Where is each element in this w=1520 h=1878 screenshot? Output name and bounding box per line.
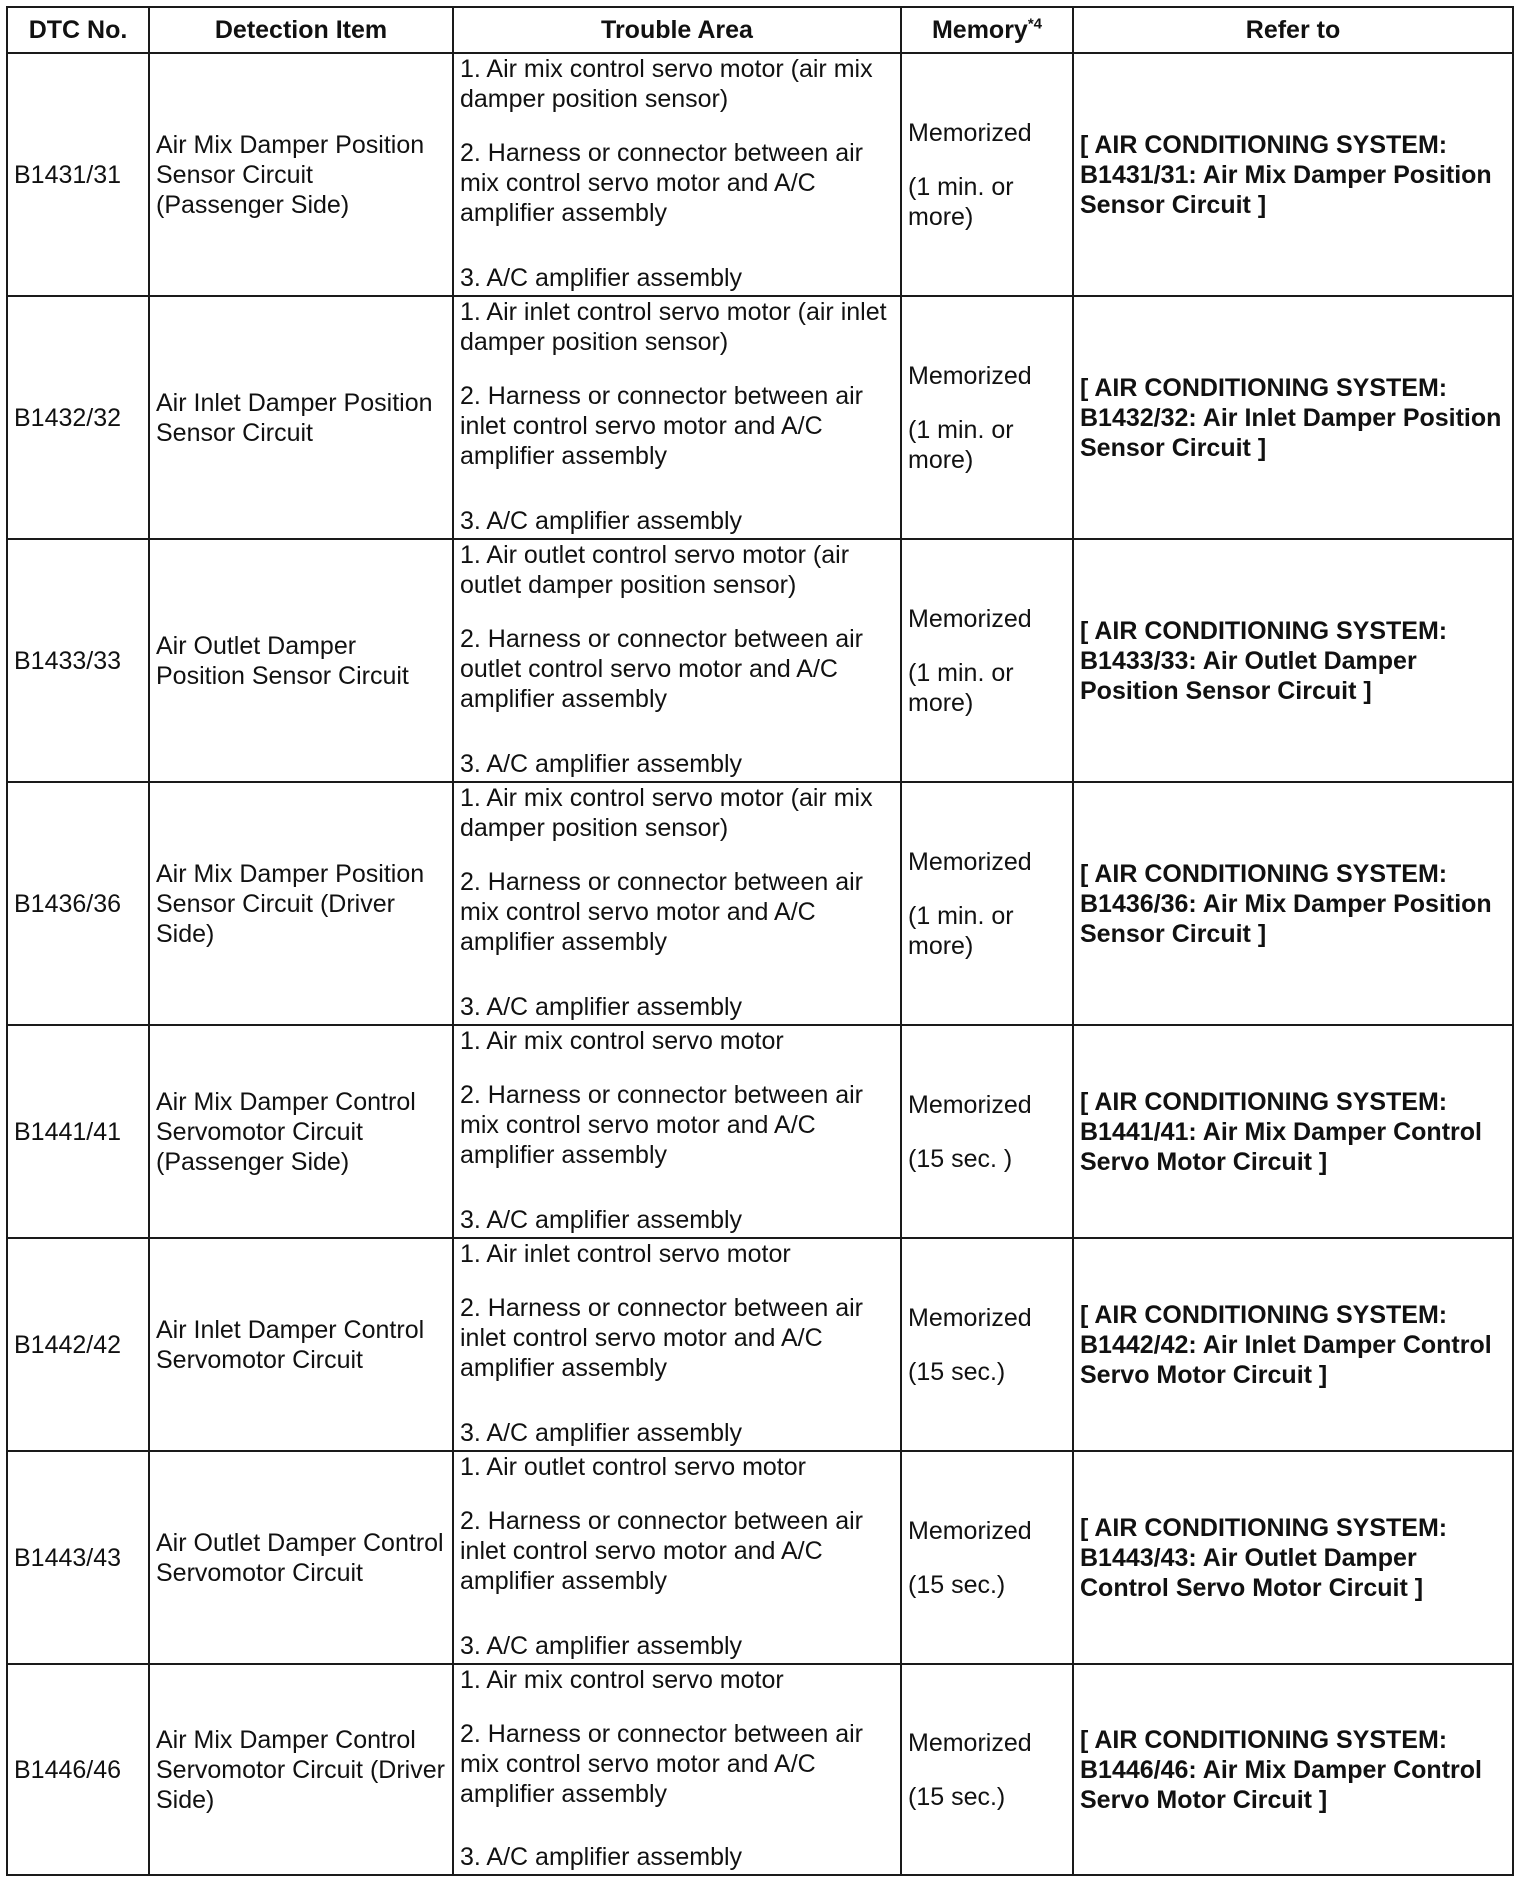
trouble-area xyxy=(453,296,901,539)
table-row xyxy=(7,1664,1513,1875)
table-row xyxy=(7,296,1513,539)
refer-to: [ AIR CONDITIONING SYSTEM: B1433/33: Air Outlet Damper Position Sensor Circuit ] xyxy=(1073,539,1513,782)
trouble-line: 3. A/C amplifier assembly xyxy=(460,993,743,1021)
detection-item: Air Mix Damper Control Servomotor Circuit (Passenger Side) xyxy=(149,1025,453,1238)
trouble-line: 3. A/C amplifier assembly xyxy=(460,507,743,535)
dtc-code: B1441/41 xyxy=(7,1025,149,1238)
trouble-line: 2. Harness or connector between air mix control servo motor and A/C amplifier assembly xyxy=(460,139,863,227)
memory xyxy=(901,53,1073,296)
trouble-line: 1. Air outlet control servo motor xyxy=(460,1453,806,1481)
memory xyxy=(901,782,1073,1025)
trouble-line: 2. Harness or connector between air outlet control servo motor and A/C amplifier assembly xyxy=(460,625,863,713)
dtc-code: B1446/46 xyxy=(7,1664,149,1875)
memory xyxy=(901,1451,1073,1664)
header-memory-note: *4 xyxy=(1027,15,1043,33)
trouble-line: 1. Air mix control servo motor (air mix damper position sensor) xyxy=(460,55,873,113)
table-row xyxy=(7,539,1513,782)
memory-status: Memorized xyxy=(908,847,1032,876)
header-row xyxy=(7,7,1513,53)
dtc-code: B1432/32 xyxy=(7,296,149,539)
detection-item: Air Outlet Damper Position Sensor Circuit xyxy=(149,539,453,782)
trouble-line: 2. Harness or connector between air inlet control servo motor and A/C amplifier assembly xyxy=(460,382,863,470)
trouble-line: 1. Air mix control servo motor (air mix damper position sensor) xyxy=(460,784,873,842)
memory-duration: (1 min. or more) xyxy=(908,415,1014,474)
dtc-code: B1436/36 xyxy=(7,782,149,1025)
trouble-line: 2. Harness or connector between air mix control servo motor and A/C amplifier assembly xyxy=(460,868,863,956)
memory-duration: (15 sec. ) xyxy=(908,1144,1013,1173)
refer-to: [ AIR CONDITIONING SYSTEM: B1436/36: Air Mix Damper Position Sensor Circuit ] xyxy=(1073,782,1513,1025)
refer-to: [ AIR CONDITIONING SYSTEM: B1446/46: Air Mix Damper Control Servo Motor Circuit ] xyxy=(1073,1664,1513,1875)
table-row xyxy=(7,1451,1513,1664)
trouble-line: 1. Air outlet control servo motor (air outlet damper position sensor) xyxy=(460,541,850,599)
header-detection-item: Detection Item xyxy=(149,7,453,53)
memory xyxy=(901,539,1073,782)
detection-item: Air Inlet Damper Control Servomotor Circuit xyxy=(149,1238,453,1451)
dtc-code: B1431/31 xyxy=(7,53,149,296)
trouble-line: 3. A/C amplifier assembly xyxy=(460,1206,743,1234)
trouble-area xyxy=(453,1025,901,1238)
refer-to: [ AIR CONDITIONING SYSTEM: B1431/31: Air Mix Damper Position Sensor Circuit ] xyxy=(1073,53,1513,296)
trouble-area xyxy=(453,1451,901,1664)
trouble-area xyxy=(453,1238,901,1451)
table-row xyxy=(7,782,1513,1025)
dtc-table xyxy=(6,6,1514,1876)
memory-status: Memorized xyxy=(908,1303,1032,1332)
memory-duration: (1 min. or more) xyxy=(908,901,1014,960)
refer-to: [ AIR CONDITIONING SYSTEM: B1442/42: Air Inlet Damper Control Servo Motor Circuit ] xyxy=(1073,1238,1513,1451)
table-row xyxy=(7,1025,1513,1238)
trouble-line: 1. Air mix control servo motor xyxy=(460,1027,784,1055)
trouble-line: 3. A/C amplifier assembly xyxy=(460,750,743,778)
header-memory xyxy=(901,7,1073,53)
dtc-code: B1443/43 xyxy=(7,1451,149,1664)
memory-duration: (1 min. or more) xyxy=(908,658,1014,717)
detection-item: Air Outlet Damper Control Servomotor Circuit xyxy=(149,1451,453,1664)
trouble-line: 3. A/C amplifier assembly xyxy=(460,1632,743,1660)
memory-status: Memorized xyxy=(908,1516,1032,1545)
memory-status: Memorized xyxy=(908,361,1032,390)
header-refer-to: Refer to xyxy=(1073,7,1513,53)
memory-status: Memorized xyxy=(908,118,1032,147)
trouble-line: 1. Air inlet control servo motor xyxy=(460,1240,791,1268)
detection-item: Air Mix Damper Position Sensor Circuit (Driver Side) xyxy=(149,782,453,1025)
dtc-code: B1442/42 xyxy=(7,1238,149,1451)
header-memory-label: Memory xyxy=(931,16,1028,44)
memory xyxy=(901,1238,1073,1451)
memory-duration: (15 sec.) xyxy=(908,1570,1006,1599)
detection-item: Air Inlet Damper Position Sensor Circuit xyxy=(149,296,453,539)
trouble-line: 1. Air inlet control servo motor (air inlet damper position sensor) xyxy=(460,298,887,356)
header-dtc: DTC No. xyxy=(7,7,149,53)
trouble-line: 2. Harness or connector between air inlet control servo motor and A/C amplifier assembly xyxy=(460,1507,863,1595)
trouble-area xyxy=(453,539,901,782)
memory-duration: (15 sec.) xyxy=(908,1357,1006,1386)
table-row xyxy=(7,1238,1513,1451)
memory-status: Memorized xyxy=(908,1728,1032,1757)
memory xyxy=(901,1664,1073,1875)
trouble-area xyxy=(453,782,901,1025)
trouble-area xyxy=(453,53,901,296)
memory-duration: (15 sec.) xyxy=(908,1782,1006,1811)
memory-duration: (1 min. or more) xyxy=(908,172,1014,231)
refer-to: [ AIR CONDITIONING SYSTEM: B1441/41: Air Mix Damper Control Servo Motor Circuit ] xyxy=(1073,1025,1513,1238)
memory xyxy=(901,296,1073,539)
header-trouble-area: Trouble Area xyxy=(453,7,901,53)
memory-status: Memorized xyxy=(908,604,1032,633)
trouble-line: 3. A/C amplifier assembly xyxy=(460,1843,743,1871)
trouble-area xyxy=(453,1664,901,1875)
dtc-code: B1433/33 xyxy=(7,539,149,782)
trouble-line: 3. A/C amplifier assembly xyxy=(460,1419,743,1447)
memory-status: Memorized xyxy=(908,1090,1032,1119)
memory xyxy=(901,1025,1073,1238)
refer-to: [ AIR CONDITIONING SYSTEM: B1443/43: Air Outlet Damper Control Servo Motor Circuit ] xyxy=(1073,1451,1513,1664)
refer-to: [ AIR CONDITIONING SYSTEM: B1432/32: Air Inlet Damper Position Sensor Circuit ] xyxy=(1073,296,1513,539)
table-row xyxy=(7,53,1513,296)
trouble-line: 2. Harness or connector between air mix control servo motor and A/C amplifier assembly xyxy=(460,1081,863,1169)
trouble-line: 2. Harness or connector between air mix control servo motor and A/C amplifier assembly xyxy=(460,1720,863,1808)
trouble-line: 3. A/C amplifier assembly xyxy=(460,264,743,292)
trouble-line: 2. Harness or connector between air inlet control servo motor and A/C amplifier assembly xyxy=(460,1294,863,1382)
detection-item: Air Mix Damper Control Servomotor Circuit (Driver Side) xyxy=(149,1664,453,1875)
detection-item: Air Mix Damper Position Sensor Circuit (Passenger Side) xyxy=(149,53,453,296)
trouble-line: 1. Air mix control servo motor xyxy=(460,1666,784,1694)
